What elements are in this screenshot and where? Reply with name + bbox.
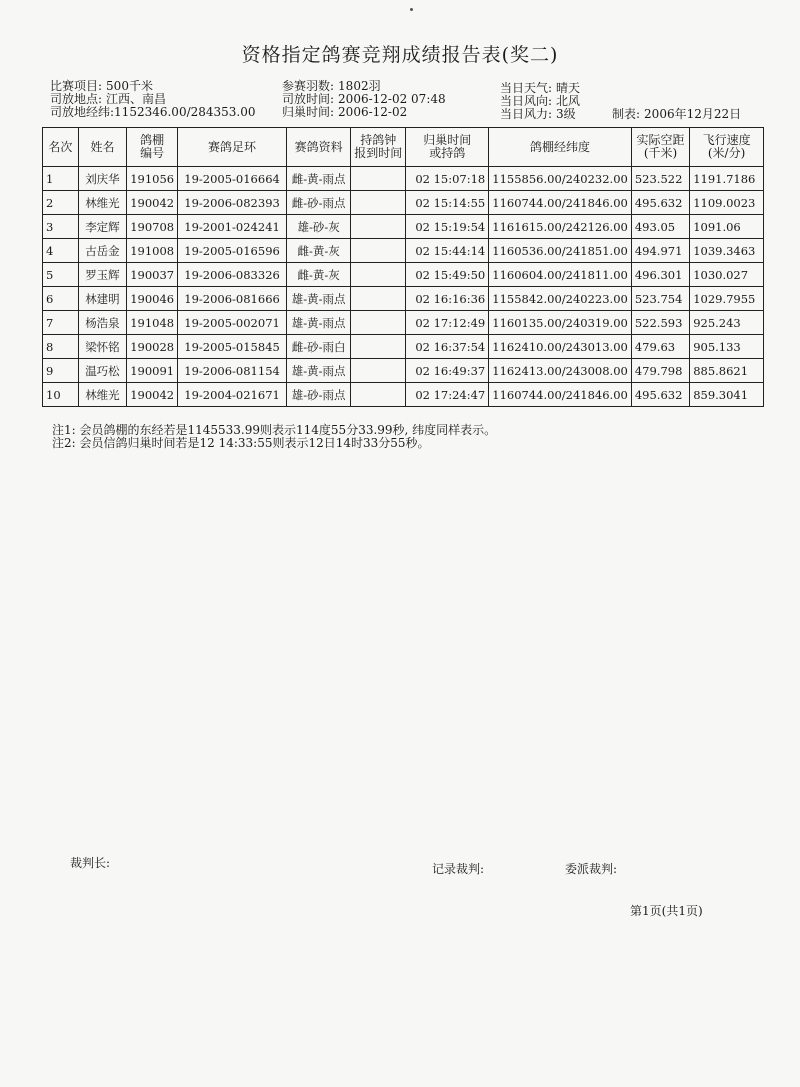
table-cell: 7 bbox=[43, 311, 79, 335]
column-header: 赛鸽资料 bbox=[286, 128, 350, 167]
table-cell: 8 bbox=[43, 335, 79, 359]
header-info-right bbox=[500, 82, 580, 121]
table-row bbox=[43, 239, 764, 263]
table-cell: 02 15:49:50 bbox=[406, 263, 489, 287]
info-release-coords: 司放地经纬:1152346.00/284353.00 bbox=[50, 105, 256, 119]
table-cell: 雄-砂-雨点 bbox=[286, 383, 350, 407]
table-cell: 李定辉 bbox=[78, 215, 127, 239]
table-cell: 雌-砂-雨白 bbox=[286, 335, 350, 359]
table-cell: 905.133 bbox=[690, 335, 764, 359]
table-cell: 林维光 bbox=[78, 383, 127, 407]
table-cell: 刘庆华 bbox=[78, 167, 127, 191]
info-event: 比赛项目: 500千米 bbox=[50, 79, 153, 93]
table-cell: 4 bbox=[43, 239, 79, 263]
table-cell: 1030.027 bbox=[690, 263, 764, 287]
table-cell: 19-2001-024241 bbox=[178, 215, 287, 239]
table-cell: 19-2005-016596 bbox=[178, 239, 287, 263]
table-row bbox=[43, 167, 764, 191]
table-cell: 19-2006-083326 bbox=[178, 263, 287, 287]
table-header-row bbox=[43, 128, 764, 167]
table-cell: 3 bbox=[43, 215, 79, 239]
table-row bbox=[43, 359, 764, 383]
table-cell: 杨浩泉 bbox=[78, 311, 127, 335]
column-header: 鸽棚 编号 bbox=[127, 128, 178, 167]
table-cell: 1160744.00/241846.00 bbox=[489, 383, 632, 407]
column-header: 姓名 bbox=[78, 128, 127, 167]
table-cell: 6 bbox=[43, 287, 79, 311]
table-cell: 02 17:12:49 bbox=[406, 311, 489, 335]
table-cell bbox=[351, 191, 406, 215]
table-cell: 1161615.00/242126.00 bbox=[489, 215, 632, 239]
binder-hole-mark bbox=[410, 8, 413, 11]
table-cell: 02 15:07:18 bbox=[406, 167, 489, 191]
table-cell: 02 16:37:54 bbox=[406, 335, 489, 359]
column-header: 飞行速度 (米/分) bbox=[690, 128, 764, 167]
header-info-middle bbox=[282, 80, 446, 119]
table-cell: 1091.06 bbox=[690, 215, 764, 239]
table-cell bbox=[351, 287, 406, 311]
info-release-time: 司放时间: 2006-12-02 07:48 bbox=[282, 92, 446, 106]
info-wind-force: 当日风力: 3级 bbox=[500, 107, 576, 121]
table-cell: 19-2005-015845 bbox=[178, 335, 287, 359]
document-title: 资格指定鸽赛竞翔成绩报告表(奖二) bbox=[241, 44, 559, 66]
table-cell: 19-2006-081666 bbox=[178, 287, 287, 311]
table-cell: 190042 bbox=[127, 191, 178, 215]
table-row bbox=[43, 335, 764, 359]
table-cell bbox=[351, 215, 406, 239]
table-cell: 191056 bbox=[127, 167, 178, 191]
table-cell: 19-2006-082393 bbox=[178, 191, 287, 215]
table-cell: 02 15:44:14 bbox=[406, 239, 489, 263]
table-cell: 1 bbox=[43, 167, 79, 191]
table-cell: 190046 bbox=[127, 287, 178, 311]
table-cell: 1155842.00/240223.00 bbox=[489, 287, 632, 311]
table-row bbox=[43, 263, 764, 287]
table-cell: 2 bbox=[43, 191, 79, 215]
table-cell: 1109.0023 bbox=[690, 191, 764, 215]
table-cell: 19-2006-081154 bbox=[178, 359, 287, 383]
table-cell bbox=[351, 263, 406, 287]
table-cell: 493.05 bbox=[631, 215, 689, 239]
table-cell: 梁怀铭 bbox=[78, 335, 127, 359]
table-cell: 19-2005-002071 bbox=[178, 311, 287, 335]
page-number: 第1页(共1页) bbox=[630, 904, 703, 918]
table-cell: 495.632 bbox=[631, 191, 689, 215]
column-header: 鸽棚经纬度 bbox=[489, 128, 632, 167]
table-cell: 190028 bbox=[127, 335, 178, 359]
table-cell: 885.8621 bbox=[690, 359, 764, 383]
info-made-date: 制表: 2006年12月22日 bbox=[612, 107, 742, 121]
table-cell: 479.798 bbox=[631, 359, 689, 383]
table-cell bbox=[351, 383, 406, 407]
table-cell: 523.522 bbox=[631, 167, 689, 191]
table-cell: 林建明 bbox=[78, 287, 127, 311]
table-row bbox=[43, 311, 764, 335]
table-cell bbox=[351, 359, 406, 383]
table-cell bbox=[351, 335, 406, 359]
table-cell: 1160744.00/241846.00 bbox=[489, 191, 632, 215]
table-cell: 1160536.00/241851.00 bbox=[489, 239, 632, 263]
table-cell: 19-2005-016664 bbox=[178, 167, 287, 191]
table-cell: 1191.7186 bbox=[690, 167, 764, 191]
table-cell: 190091 bbox=[127, 359, 178, 383]
table-cell: 925.243 bbox=[690, 311, 764, 335]
table-cell bbox=[351, 167, 406, 191]
record-judge-label: 记录裁判: bbox=[432, 862, 485, 876]
column-header: 持鸽钟 报到时间 bbox=[351, 128, 406, 167]
column-header: 名次 bbox=[43, 128, 79, 167]
note-2: 注2: 会员信鸽归巢时间若是12 14:33:55则表示12日14时33分55秒。 bbox=[52, 436, 430, 450]
table-cell: 191008 bbox=[127, 239, 178, 263]
table-cell: 1155856.00/240232.00 bbox=[489, 167, 632, 191]
note-1: 注1: 会员鸽棚的东经若是1145533.99则表示114度55分33.99秒, 纬度同样表示。 bbox=[52, 423, 497, 437]
table-cell: 雄-黄-雨点 bbox=[286, 311, 350, 335]
table-cell: 02 16:16:36 bbox=[406, 287, 489, 311]
table-cell bbox=[351, 311, 406, 335]
table-cell: 859.3041 bbox=[690, 383, 764, 407]
table-cell: 罗玉辉 bbox=[78, 263, 127, 287]
table-cell: 479.63 bbox=[631, 335, 689, 359]
table-cell: 雌-黄-灰 bbox=[286, 263, 350, 287]
table-row bbox=[43, 383, 764, 407]
table-cell: 522.593 bbox=[631, 311, 689, 335]
table-cell: 191048 bbox=[127, 311, 178, 335]
table-cell: 雌-黄-雨点 bbox=[286, 167, 350, 191]
table-cell: 林维光 bbox=[78, 191, 127, 215]
table-cell: 190037 bbox=[127, 263, 178, 287]
table-cell: 02 15:19:54 bbox=[406, 215, 489, 239]
column-header: 实际空距 (千米) bbox=[631, 128, 689, 167]
info-weather: 当日天气: 晴天 bbox=[500, 81, 581, 95]
table-cell: 19-2004-021671 bbox=[178, 383, 287, 407]
table-cell: 雌-黄-灰 bbox=[286, 239, 350, 263]
table-cell: 古岳金 bbox=[78, 239, 127, 263]
table-cell bbox=[351, 239, 406, 263]
table-cell: 9 bbox=[43, 359, 79, 383]
table-cell: 1039.3463 bbox=[690, 239, 764, 263]
table-cell: 10 bbox=[43, 383, 79, 407]
header-info-left bbox=[50, 80, 256, 119]
results-table bbox=[42, 127, 764, 407]
chief-judge-label: 裁判长: bbox=[70, 856, 111, 870]
table-cell: 1029.7955 bbox=[690, 287, 764, 311]
table-cell: 496.301 bbox=[631, 263, 689, 287]
table-cell: 02 15:14:55 bbox=[406, 191, 489, 215]
column-header: 归巢时间 或持鸽 bbox=[406, 128, 489, 167]
table-cell: 温巧松 bbox=[78, 359, 127, 383]
table-cell: 494.971 bbox=[631, 239, 689, 263]
table-cell: 1160604.00/241811.00 bbox=[489, 263, 632, 287]
table-row bbox=[43, 287, 764, 311]
table-cell: 1160135.00/240319.00 bbox=[489, 311, 632, 335]
info-release-place: 司放地点: 江西、南昌 bbox=[50, 92, 167, 106]
info-return-time: 归巢时间: 2006-12-02 bbox=[282, 105, 408, 119]
assigned-judge-label: 委派裁判: bbox=[565, 862, 618, 876]
column-header: 赛鸽足环 bbox=[178, 128, 287, 167]
table-cell: 1162410.00/243013.00 bbox=[489, 335, 632, 359]
table-row bbox=[43, 191, 764, 215]
table-cell: 1162413.00/243008.00 bbox=[489, 359, 632, 383]
table-cell: 02 17:24:47 bbox=[406, 383, 489, 407]
table-cell: 5 bbox=[43, 263, 79, 287]
info-entries: 参赛羽数: 1802羽 bbox=[282, 79, 381, 93]
table-cell: 190708 bbox=[127, 215, 178, 239]
notes bbox=[52, 424, 496, 450]
table-cell: 190042 bbox=[127, 383, 178, 407]
table-cell: 495.632 bbox=[631, 383, 689, 407]
info-wind-direction: 当日风向: 北风 bbox=[500, 94, 581, 108]
table-cell: 雄-砂-灰 bbox=[286, 215, 350, 239]
table-cell: 雌-砂-雨点 bbox=[286, 191, 350, 215]
table-cell: 雄-黄-雨点 bbox=[286, 287, 350, 311]
table-row bbox=[43, 215, 764, 239]
table-body bbox=[43, 167, 764, 407]
table-cell: 523.754 bbox=[631, 287, 689, 311]
table-cell: 02 16:49:37 bbox=[406, 359, 489, 383]
table-cell: 雄-黄-雨点 bbox=[286, 359, 350, 383]
